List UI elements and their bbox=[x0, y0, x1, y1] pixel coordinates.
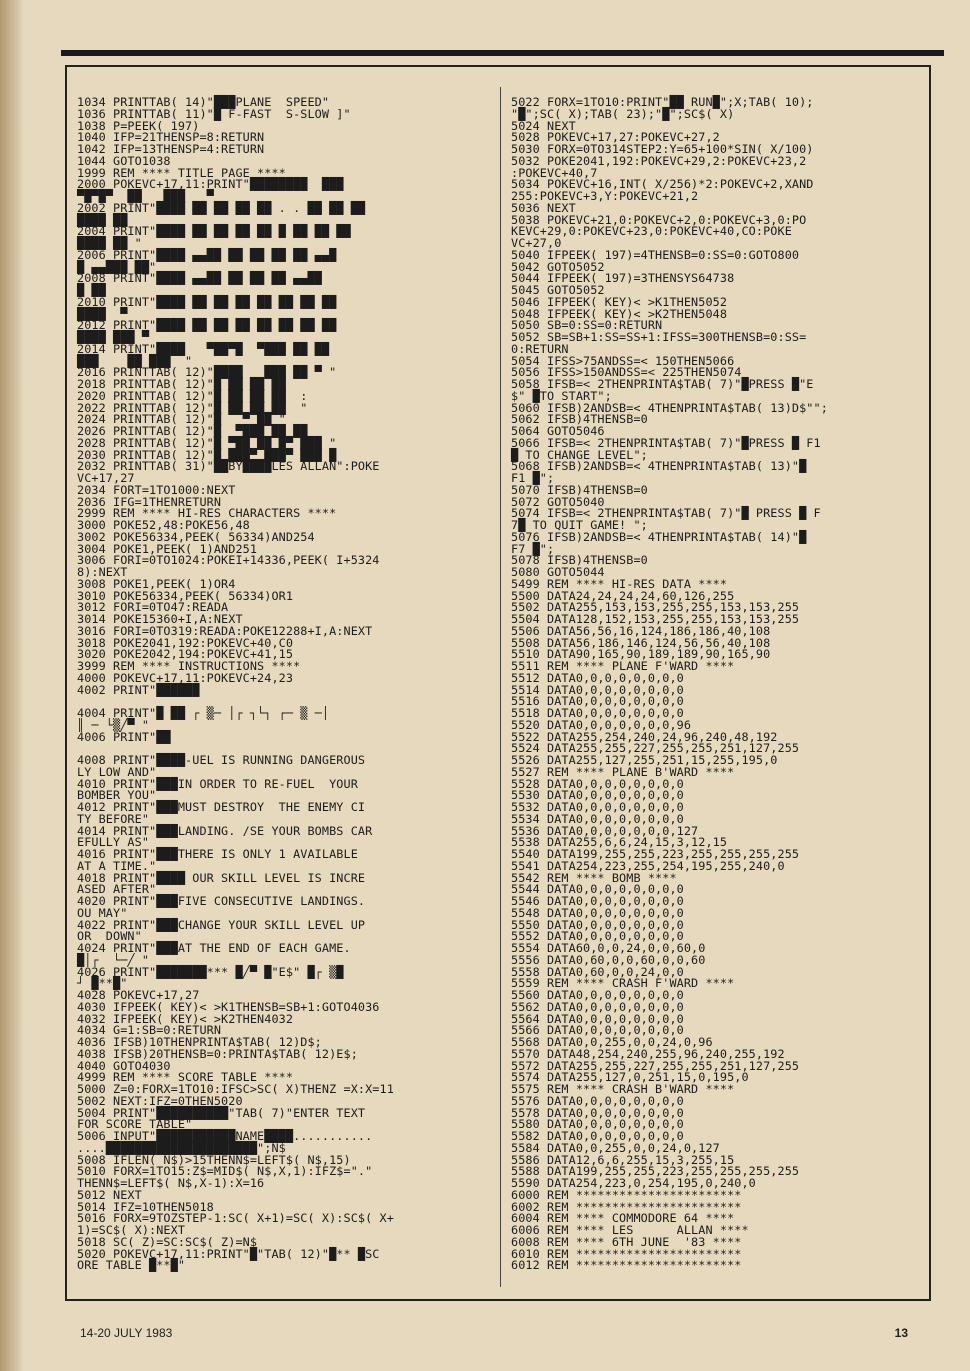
listing-line: 6002 REM *********************** bbox=[511, 1199, 742, 1214]
listing-line: ║ ─ └▒╱▀ " bbox=[77, 717, 150, 732]
listing-line: 5514 DATA0,0,0,0,0,0,0,0 bbox=[511, 682, 684, 697]
listing-line: 5550 DATA0,0,0,0,0,0,0,0 bbox=[511, 917, 684, 932]
listing-line: 4034 G=1:SB=0:RETURN bbox=[77, 1023, 222, 1038]
listing-line: 2026 PRINTTAB( 12)"█ ▀███ ██ ██ bbox=[77, 424, 308, 438]
listing-line: 5074 IFSB=< 2THENPRINTA$TAB( 7)"█ PRESS █ F bbox=[511, 506, 821, 521]
listing-line: 4022 PRINT"███CHANGE YOUR SKILL LEVEL UP bbox=[77, 917, 366, 932]
listing-line: 2024 PRINTTAB( 12)"█ ▀ ██ " bbox=[77, 412, 286, 427]
listing-line: TY BEFORE" bbox=[77, 811, 150, 826]
listing-line: 5040 IFPEEK( 197)=4THENSB=0:SS=0:GOTO800 bbox=[511, 247, 800, 262]
listing-line: THENN$=LEFT$( N$,X-1):X=16 bbox=[77, 1176, 265, 1190]
listing-line: 5534 DATA0,0,0,0,0,0,0,0 bbox=[511, 811, 684, 826]
listing-line: 5516 DATA0,0,0,0,0,0,0,0 bbox=[511, 694, 684, 709]
listing-line: 5050 SB=0:SS=0:RETURN bbox=[511, 318, 663, 333]
listing-line: 5527 REM **** PLANE B'WARD **** bbox=[511, 764, 735, 779]
listing-line: 5554 DATA60,0,0,24,0,0,60,0 bbox=[511, 941, 706, 955]
listing-line: 5538 DATA255,6,6,24,15,3,12,15 bbox=[511, 835, 728, 850]
listing-line: OU MAY" bbox=[77, 905, 128, 920]
listing-box bbox=[65, 65, 931, 1301]
listing-line: 5032 POKE2041,192:POKEVC+29,2:POKEVC+23,2 bbox=[511, 153, 807, 168]
listing-line: 5002 NEXT:IFZ=0THEN5020 bbox=[77, 1093, 243, 1108]
listing-line: 5520 DATA0,0,0,0,0,0,0,96 bbox=[511, 717, 692, 732]
listing-line: 1042 IFP=13THENSP=4:RETURN bbox=[77, 142, 265, 156]
listing-line: 1999 REM **** TITLE PAGE **** bbox=[77, 165, 286, 180]
listing-line: 5536 DATA0,0,0,0,0,0,0,127 bbox=[511, 823, 699, 838]
listing-line: 4028 POKEVC+17,27 bbox=[77, 988, 200, 1002]
listing-line: 5574 DATA255,127,0,251,15,0,195,0 bbox=[511, 1070, 749, 1085]
right-listing-column bbox=[511, 97, 925, 1272]
listing-line: 5038 POKEVC+21,0:POKEVC+2,0:POKEVC+3,0:PO bbox=[511, 212, 807, 227]
listing-line: 3010 POKE56334,PEEK( 56334)OR1 bbox=[77, 588, 294, 603]
listing-line: 2016 PRINTTAB( 12)"████ ███ ██ ▀ " bbox=[77, 365, 337, 380]
listing-line: 2030 PRINTTAB( 12)"█ ███▀ ███▀ ███ █ bbox=[77, 447, 337, 462]
listing-line: 2032 PRINTTAB( 31)"██BY████LES ALLAN":POKE bbox=[77, 459, 380, 474]
listing-line: F1 █"; bbox=[511, 471, 555, 485]
listing-line: 5582 DATA0,0,0,0,0,0,0,0 bbox=[511, 1129, 684, 1143]
listing-line: 5512 DATA0,0,0,0,0,0,0,0 bbox=[511, 670, 684, 685]
listing-line: 5528 DATA0,0,0,0,0,0,0,0 bbox=[511, 776, 684, 791]
listing-line: 5046 IFPEEK( KEY)< >K1THEN5052 bbox=[511, 294, 728, 309]
listing-line: 4004 PRINT"█ ██ ┌ ▒─ │┌ ┐└┐ ┌─ ▒ ─│ bbox=[77, 706, 330, 720]
listing-line: 2014 PRINT"████ ▀██▀█ ▀███ ██ ██ bbox=[77, 341, 330, 356]
listing-line: 5004 PRINT"██████████"TAB( 7)"ENTER TEXT bbox=[77, 1105, 366, 1120]
listing-line: 5532 DATA0,0,0,0,0,0,0,0 bbox=[511, 800, 684, 814]
listing-line: 5556 DATA0,60,0,0,60,0,0,60 bbox=[511, 952, 706, 967]
listing-line: 6000 REM *********************** bbox=[511, 1187, 742, 1202]
listing-line: F7 █"; bbox=[511, 541, 555, 556]
listing-line: 5028 POKEVC+17,27:POKEVC+27,2 bbox=[511, 130, 720, 145]
listing-line: 4020 PRINT"███FIVE CONSECUTIVE LANDINGS. bbox=[77, 894, 366, 908]
listing-line: 2999 REM **** HI-RES CHARACTERS **** bbox=[77, 506, 337, 521]
listing-line: 4030 IFPEEK( KEY)< >K1THENSB=SB+1:GOTO4036 bbox=[77, 999, 380, 1014]
listing-line: 4032 IFPEEK( KEY)< >K2THEN4032 bbox=[77, 1011, 294, 1026]
listing-line: 3006 FORI=0TO1024:POKEI+14336,PEEK( I+5324 bbox=[77, 553, 380, 568]
listing-line: 5014 IFZ=10THEN5018 bbox=[77, 1199, 214, 1214]
listing-line: 5548 DATA0,0,0,0,0,0,0,0 bbox=[511, 905, 684, 920]
listing-line: 3018 POKE2041,192:POKEVC+40,C0 bbox=[77, 635, 294, 650]
listing-line: 4016 PRINT"███THERE IS ONLY 1 AVAILABLE bbox=[77, 847, 358, 861]
listing-line: 4012 PRINT"███MUST DESTROY THE ENEMY CI bbox=[77, 800, 366, 814]
listing-line: 1036 PRINTTAB( 11)"█ F-FAST S-SLOW ]" bbox=[77, 106, 351, 121]
listing-line: 2034 FORT=1TO1000:NEXT bbox=[77, 482, 236, 497]
listing-line: 5012 NEXT bbox=[77, 1187, 142, 1202]
listing-line: 5580 DATA0,0,0,0,0,0,0,0 bbox=[511, 1117, 684, 1132]
listing-line: FOR SCORE TABLE" bbox=[77, 1117, 193, 1132]
listing-line: 4014 PRINT"███LANDING. /SE YOUR BOMBS CAR bbox=[77, 823, 373, 838]
listing-line: 5578 DATA0,0,0,0,0,0,0,0 bbox=[511, 1105, 684, 1120]
listing-line: 3999 REM **** INSTRUCTIONS **** bbox=[77, 659, 301, 673]
listing-line: :POKEVC+40,7 bbox=[511, 165, 598, 180]
listing-line: █ TO CHANGE LEVEL"; bbox=[511, 447, 648, 462]
listing-line: 2018 PRINTTAB( 12)"█ ██ ██ ██ bbox=[77, 377, 286, 391]
listing-line: 7█ TO QUIT GAME! "; bbox=[511, 518, 648, 532]
listing-line: OR DOWN" bbox=[77, 929, 142, 944]
listing-line: VC+27,0 bbox=[511, 236, 562, 250]
listing-line: 5575 REM **** CRASH B'WARD **** bbox=[511, 1082, 735, 1096]
listing-line: 6004 REM **** COMMODORE 64 **** bbox=[511, 1211, 735, 1226]
listing-line: 5080 GOTO5044 bbox=[511, 565, 605, 579]
listing-line: 4008 PRINT"████-UEL IS RUNNING DANGEROUS bbox=[77, 753, 366, 767]
top-rule bbox=[61, 50, 944, 56]
listing-line: 5588 DATA199,255,255,223,255,255,255,255 bbox=[511, 1164, 800, 1179]
listing-line: 4026 PRINT"███████*** █╱▀ █"E$" █┌ ▒█ bbox=[77, 964, 344, 979]
listing-line: "█";SC( X);TAB( 23);"█";SC$( X) bbox=[511, 106, 735, 121]
listing-line: 8):NEXT bbox=[77, 565, 128, 579]
listing-line: 3020 POKE2042,194:POKEVC+41,15 bbox=[77, 647, 294, 662]
listing-line: EFULLY AS" bbox=[77, 835, 150, 850]
listing-line: 5036 NEXT bbox=[511, 200, 576, 215]
listing-line: 2006 PRINT"████ ▄▄██ ██ ██ ██ ██ ▄▄█ bbox=[77, 247, 337, 262]
listing-line: 1038 P=PEEK( 197) bbox=[77, 118, 200, 133]
listing-line: 5546 DATA0,0,0,0,0,0,0,0 bbox=[511, 894, 684, 908]
listing-line: █│┌ └─╱ " bbox=[77, 952, 150, 967]
column-divider bbox=[500, 87, 501, 1287]
listing-line: 5502 DATA255,153,153,255,255,153,153,255 bbox=[511, 600, 800, 615]
listing-line: 4038 IFSB)20THENSB=0:PRINTA$TAB( 12)E$; bbox=[77, 1046, 358, 1061]
page-number: 13 bbox=[894, 1326, 908, 1340]
listing-line: ORE TABLE █**█" bbox=[77, 1258, 186, 1273]
listing-line: 5586 DATA12,6,6,255,15,3,255,15 bbox=[511, 1152, 735, 1167]
listing-line: 5058 IFSB=< 2THENPRINTA$TAB( 7)"█PRESS █"E bbox=[511, 377, 814, 391]
listing-line: 2012 PRINT"████ ██ ██ ██ ██ ██ ██ ██ bbox=[77, 318, 337, 333]
listing-line: 3014 POKE15360+I,A:NEXT bbox=[77, 612, 243, 626]
listing-line: 5566 DATA0,0,0,0,0,0,0,0 bbox=[511, 1023, 684, 1038]
listing-line: 5541 DATA254,223,255,254,195,255,240,0 bbox=[511, 858, 785, 873]
listing-line: KEVC+29,0:POKEVC+23,0:POKEVC+40,CO:POKE bbox=[511, 224, 792, 239]
listing-line: 5524 DATA255,255,227,255,255,251,127,255 bbox=[511, 741, 800, 756]
listing-line: 6012 REM *********************** bbox=[511, 1258, 742, 1273]
listing-line: ████ ██ " bbox=[77, 236, 142, 250]
listing-line: 5030 FORX=0TO314STEP2:Y=65+100*SIN( X/100) bbox=[511, 142, 814, 156]
listing-line: 5568 DATA0,0,255,0,0,24,0,96 bbox=[511, 1035, 713, 1049]
listing-line: 1034 PRINTTAB( 14)"███PLANE SPEED" bbox=[77, 95, 330, 109]
listing-line: LY LOW AND" bbox=[77, 764, 157, 779]
listing-line: 5542 REM **** BOMB **** bbox=[511, 870, 677, 885]
listing-line: ████ ██ bbox=[77, 212, 128, 227]
listing-line: 5572 DATA255,255,227,255,255,251,127,255 bbox=[511, 1058, 800, 1073]
listing-line: 4036 IFSB)10THENPRINTA$TAB( 12)D$; bbox=[77, 1035, 322, 1049]
listing-line: 5064 GOTO5046 bbox=[511, 424, 605, 438]
listing-line: 4040 GOTO4030 bbox=[77, 1058, 171, 1073]
listing-line: 3004 POKE1,PEEK( 1)AND251 bbox=[77, 541, 258, 556]
listing-line: 5076 IFSB)2ANDSB=< 4THENPRINTA$TAB( 14)"█ bbox=[511, 529, 807, 544]
listing-line: 2004 PRINT"████ ██ ██ ██ ██ █ ██ ██ ██ bbox=[77, 224, 351, 239]
listing-line: 5564 DATA0,0,0,0,0,0,0,0 bbox=[511, 1011, 684, 1026]
listing-line: 5016 FORX=9TOZSTEP-1:SC( X+1)=SC( X):SC$( X+ bbox=[77, 1211, 394, 1226]
listing-line: 5544 DATA0,0,0,0,0,0,0,0 bbox=[511, 882, 684, 897]
listing-line: 5066 IFSB=< 2THENPRINTA$TAB( 7)"█PRESS █ F1 bbox=[511, 435, 821, 450]
listing-line: VC+17,27 bbox=[77, 471, 135, 485]
listing-line: 1)=SC$( X):NEXT bbox=[77, 1223, 186, 1237]
listing-line: █ ██ bbox=[77, 283, 106, 297]
listing-line: ┘ █**█" bbox=[77, 976, 128, 991]
listing-line: ....█████████████████████";N$ bbox=[77, 1140, 286, 1155]
listing-line: 5056 IFSS>150ANDSS=< 225THEN5074 bbox=[511, 365, 742, 380]
listing-line: 5526 DATA255,127,255,251,15,255,195,0 bbox=[511, 753, 778, 767]
listing-line: 5072 GOTO5040 bbox=[511, 494, 605, 509]
listing-line: 5078 IFSB)4THENSB=0 bbox=[511, 553, 648, 568]
listing-line: 3002 POKE56334,PEEK( 56334)AND254 bbox=[77, 529, 315, 544]
listing-line: 5560 DATA0,0,0,0,0,0,0,0 bbox=[511, 988, 684, 1002]
listing-line: 5584 DATA0,0,255,0,0,24,0,127 bbox=[511, 1140, 720, 1155]
left-listing-column bbox=[77, 97, 497, 1272]
listing-line: ███ ██ ███ " bbox=[77, 353, 193, 368]
page-gutter bbox=[0, 0, 22, 1371]
listing-line: 4024 PRINT"███AT THE END OF EACH GAME. bbox=[77, 941, 351, 955]
listing-line: 5562 DATA0,0,0,0,0,0,0,0 bbox=[511, 999, 684, 1014]
magazine-page bbox=[22, 0, 970, 1371]
listing-line: 255:POKEVC+3,Y:POKEVC+21,2 bbox=[511, 189, 699, 203]
listing-line: 2036 IFG=1THENRETURN bbox=[77, 494, 222, 509]
listing-line: 2010 PRINT"████ ██ ██ ██ ██ ██ ██ ██ bbox=[77, 294, 337, 309]
listing-line: 3000 POKE52,48:POKE56,48 bbox=[77, 518, 250, 532]
listing-line: 5530 DATA0,0,0,0,0,0,0,0 bbox=[511, 788, 684, 803]
listing-line: 2022 PRINTTAB( 12)"█ ██ ██ ██ " bbox=[77, 400, 308, 415]
listing-line: ASED AFTER" bbox=[77, 882, 157, 897]
listing-line: 5552 DATA0,0,0,0,0,0,0,0 bbox=[511, 929, 684, 944]
listing-line: 5576 DATA0,0,0,0,0,0,0,0 bbox=[511, 1093, 684, 1108]
listing-line: 5034 POKEVC+16,INT( X/256)*2:POKEVC+2,XAND bbox=[511, 177, 814, 192]
listing-line: 5504 DATA128,152,153,255,255,153,153,255 bbox=[511, 612, 800, 626]
listing-line: 5500 DATA24,24,24,24,60,126,255 bbox=[511, 588, 735, 603]
listing-line: 5570 DATA48,254,240,255,96,240,255,192 bbox=[511, 1046, 785, 1061]
listing-line: 5024 NEXT bbox=[511, 118, 576, 133]
listing-line: 5006 INPUT"███████████NAME████........... bbox=[77, 1129, 373, 1143]
listing-line: 5518 DATA0,0,0,0,0,0,0,0 bbox=[511, 706, 684, 720]
listing-line: ▀█▀█▀ ██ ███ ▀ bbox=[77, 189, 214, 203]
listing-line: 4010 PRINT"███IN ORDER TO RE-FUEL YOUR bbox=[77, 776, 358, 791]
listing-line: ████ ▀ bbox=[77, 306, 128, 321]
listing-line: 5510 DATA90,165,90,189,189,90,165,90 bbox=[511, 647, 771, 662]
listing-line: 5054 IFSS>75ANDSS=< 150THEN5066 bbox=[511, 353, 735, 368]
listing-line: AT A TIME." bbox=[77, 858, 157, 873]
listing-line: 5522 DATA255,254,240,24,96,240,48,192 bbox=[511, 729, 778, 744]
listing-line: 2020 PRINTTAB( 12)"█ ██ ██ ██ : bbox=[77, 388, 308, 403]
listing-line: 5020 POKEVC+17,11:PRINT"█"TAB( 12)"█** █SC bbox=[77, 1246, 380, 1261]
listing-line: 5045 GOTO5052 bbox=[511, 283, 605, 297]
listing-line: 5559 REM **** CRASH F'WARD **** bbox=[511, 976, 735, 991]
listing-line: 3012 FORI=0TO47:READA bbox=[77, 600, 229, 615]
listing-line: 5062 IFSB)4THENSB=0 bbox=[511, 412, 648, 427]
listing-line: 1044 GOTO1038 bbox=[77, 153, 171, 168]
listing-line: 5511 REM **** PLANE F'WARD **** bbox=[511, 659, 735, 673]
listing-line: 5010 FORX=1TO15:Z$=MID$( N$,X,1):IFZ$="." bbox=[77, 1164, 373, 1179]
listing-line: █ ▄▄███ ██" bbox=[77, 259, 157, 274]
listing-line: 1040 IFP=21THENSP=8:RETURN bbox=[77, 130, 265, 145]
listing-line: 2002 PRINT"████ ██ ██ ██ ██ . . ██ ██ ██ bbox=[77, 200, 366, 215]
listing-line: ████ ███ ▀ bbox=[77, 330, 150, 344]
listing-line: 5042 GOTO5052 bbox=[511, 259, 605, 274]
listing-line: 6010 REM *********************** bbox=[511, 1246, 742, 1261]
listing-line: 5060 IFSB)2ANDSB=< 4THENPRINTA$TAB( 13)D$""; bbox=[511, 400, 828, 415]
listing-line: 5052 SB=SB+1:SS=SS+1:IFSS=300THENSB=0:SS= bbox=[511, 330, 807, 344]
listing-line: 5048 IFPEEK( KEY)< >K2THEN5048 bbox=[511, 306, 728, 321]
listing-line: 3016 FORI=0TO319:READA:POKE12288+I,A:NEXT bbox=[77, 623, 373, 638]
listing-line: 6006 REM **** LES ALLAN **** bbox=[511, 1223, 749, 1237]
listing-line: 4002 PRINT"██████ bbox=[77, 682, 200, 697]
listing-line: 6008 REM **** 6TH JUNE '83 **** bbox=[511, 1234, 742, 1249]
listing-line: 5044 IFPEEK( 197)=3THENSYS64738 bbox=[511, 271, 735, 286]
listing-line: 5068 IFSB)2ANDSB=< 4THENPRINTA$TAB( 13)"█ bbox=[511, 459, 807, 474]
listing-line: 5508 DATA56,186,146,124,56,56,40,108 bbox=[511, 635, 771, 650]
listing-line: 5018 SC( Z)=SC:SC$( Z)=N$ bbox=[77, 1234, 258, 1249]
listing-line: 0:RETURN bbox=[511, 341, 569, 356]
listing-line: 4006 PRINT"██ bbox=[77, 729, 171, 744]
listing-line: 5008 IFLEN( N$)>15THENN$=LEFT$( N$,15) bbox=[77, 1152, 351, 1167]
listing-line: 4999 REM **** SCORE TABLE **** bbox=[77, 1070, 294, 1085]
listing-line: 5558 DATA0,60,0,0,24,0,0 bbox=[511, 964, 684, 979]
listing-line: 5000 Z=0:FORX=1TO10:IFSC>SC( X)THENZ =X:X=11 bbox=[77, 1082, 394, 1096]
listing-line: 4000 POKEVC+17,11:POKEVC+24,23 bbox=[77, 670, 294, 685]
listing-line: 3008 POKE1,PEEK( 1)OR4 bbox=[77, 576, 236, 591]
listing-line: 5022 FORX=1TO10:PRINT"██ RUN█";X;TAB( 10); bbox=[511, 95, 814, 109]
listing-line: 2028 PRINTTAB( 12)"█ ▀██ ██ █▀ ███ " bbox=[77, 435, 337, 450]
listing-line: 4018 PRINT"████ OUR SKILL LEVEL IS INCRE bbox=[77, 870, 366, 885]
listing-line: 5506 DATA56,56,16,124,186,186,40,108 bbox=[511, 623, 771, 638]
listing-line: 2008 PRINT"████ ▄▄██ ██ ██ ██ ▄▄██ bbox=[77, 271, 322, 286]
listing-line: 2000 POKEVC+17,11:PRINT"████████ ███ bbox=[77, 177, 344, 192]
listing-line: 5499 REM **** HI-RES DATA **** bbox=[511, 576, 728, 591]
issue-date: 14-20 JULY 1983 bbox=[80, 1326, 173, 1340]
listing-line: 5070 IFSB)4THENSB=0 bbox=[511, 482, 648, 497]
listing-line: BOMBER YOU" bbox=[77, 788, 157, 803]
listing-line: 5590 DATA254,223,0,254,195,0,240,0 bbox=[511, 1176, 756, 1190]
listing-line: 5540 DATA199,255,255,223,255,255,255,255 bbox=[511, 847, 800, 861]
listing-line: $" █TO START"; bbox=[511, 388, 612, 403]
